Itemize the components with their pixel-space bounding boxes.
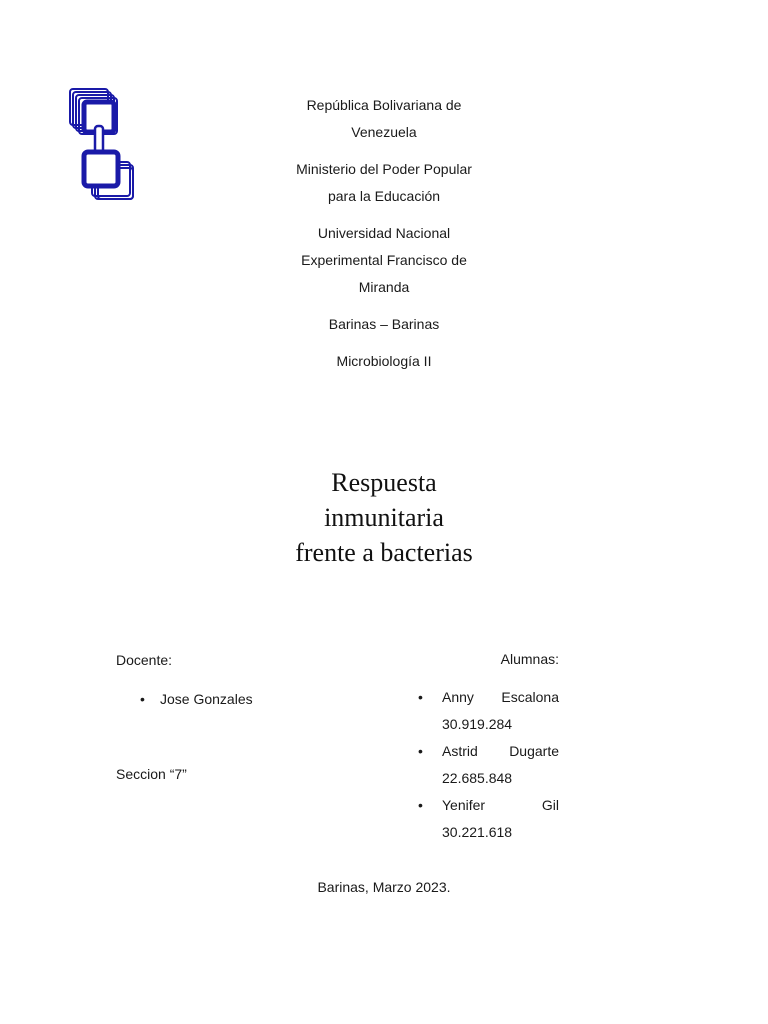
bullet-icon: •: [418, 743, 423, 759]
student-id: 22.685.848: [442, 770, 513, 786]
list-item: [418, 684, 559, 738]
bullet-icon: •: [418, 797, 423, 813]
republica-text: República Bolivariana de Venezuela: [306, 97, 462, 140]
docente-label: Docente:: [116, 652, 173, 668]
seccion-text: Seccion “7”: [116, 766, 187, 782]
bullet-icon: •: [140, 691, 145, 707]
docente-list: [116, 686, 253, 713]
student-first-name: Astrid: [442, 743, 478, 759]
docente-name: Jose Gonzales: [160, 691, 253, 707]
ciudad-text: Barinas – Barinas: [328, 316, 440, 332]
document-title: Respuesta inmunitaria frente a bacterias: [295, 468, 473, 567]
bullet-icon: •: [418, 689, 423, 705]
list-item: [116, 686, 253, 713]
student-id: 30.221.618: [442, 824, 513, 840]
student-first-name: Yenifer: [442, 797, 486, 813]
alumnas-label: Alumnas:: [500, 651, 559, 667]
student-id: 30.919.284: [442, 716, 513, 732]
alumnas-list: [418, 684, 559, 846]
list-item: [418, 792, 559, 846]
materia-text: Microbiología II: [336, 353, 432, 369]
list-item: [418, 738, 559, 792]
student-first-name: Anny: [442, 689, 474, 705]
footer-date: Barinas, Marzo 2023.: [317, 879, 451, 895]
institution-header: [284, 92, 484, 385]
student-last-name: Gil: [541, 797, 559, 813]
universidad-text: Universidad Nacional Experimental Francisco de Miranda: [301, 225, 467, 295]
university-logo: [62, 84, 138, 202]
ministerio-text: Ministerio del Poder Popular para la Educación: [296, 161, 472, 204]
student-last-name: Dugarte: [509, 743, 559, 759]
student-last-name: Escalona: [501, 689, 559, 705]
